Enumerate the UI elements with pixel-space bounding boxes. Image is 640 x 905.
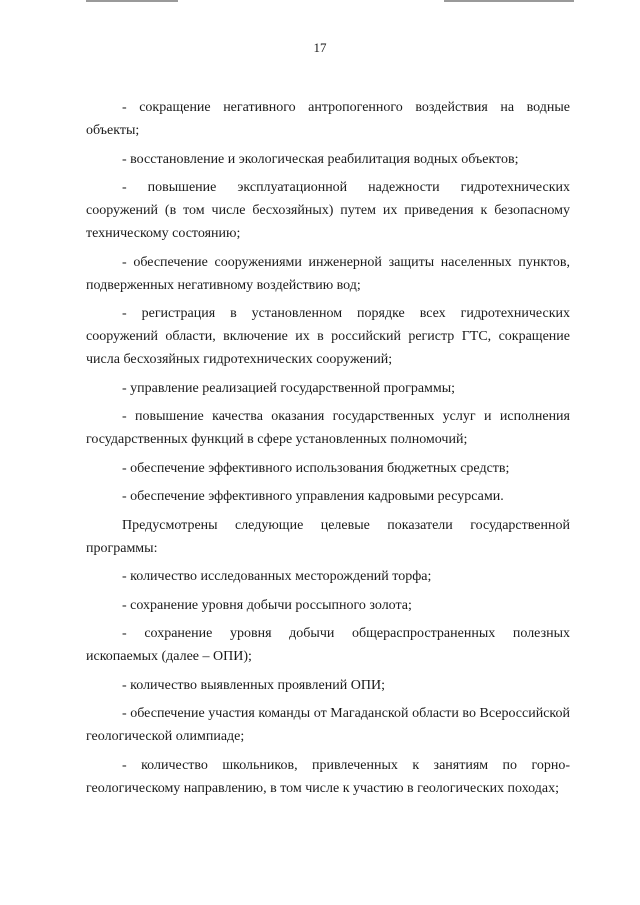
paragraph: - повышение эксплуатационной надежности гидротехнических сооружений (в том числе бесхозяйных) путем их приведения к безопасному техническому состоянию;: [86, 180, 570, 241]
document-body: [86, 96, 570, 805]
paragraph: - обеспечение участия команды от Магаданской области во Всероссийской геологической олимпиаде;: [86, 706, 570, 744]
paragraph: - количество исследованных месторождений торфа;: [122, 569, 432, 584]
paragraph: - обеспечение эффективного управления кадровыми ресурсами.: [122, 489, 504, 504]
scan-edge-mark: [86, 0, 178, 2]
page-number: 17: [313, 40, 327, 55]
paragraph: - сохранение уровня добычи общераспространенных полезных ископаемых (далее – ОПИ);: [86, 626, 570, 664]
paragraph: - регистрация в установленном порядке всех гидротехнических сооружений области, включение их в российский регистр ГТС, сокращение числа бесхозяйных гидротехнических сооружений;: [86, 306, 570, 367]
paragraph: - обеспечение сооружениями инженерной защиты населенных пунктов, подверженных негативному воздействию вод;: [86, 254, 570, 293]
paragraph: Предусмотрены следующие целевые показатели государственной программы:: [86, 517, 570, 556]
paragraph: - восстановление и экологическая реабилитация водных объектов;: [122, 151, 519, 167]
paragraph: - сохранение уровня добычи россыпного золота;: [122, 597, 412, 613]
scan-edge-mark: [444, 0, 574, 2]
paragraph: - количество выявленных проявлений ОПИ;: [122, 677, 385, 693]
paragraph: - обеспечение эффективного использования бюджетных средств;: [122, 460, 510, 476]
paragraph: - сокращение негативного антропогенного воздействия на водные объекты;: [86, 100, 570, 138]
paragraph: - повышение качества оказания государственных услуг и исполнения государственных функций в сфере установленных полномочий;: [86, 409, 570, 447]
paragraph: - количество школьников, привлеченных к занятиям по горно-геологическому направлению, в том числе к участию в геологических походах;: [86, 757, 570, 796]
paragraph: - управление реализацией государственной программы;: [122, 380, 456, 396]
